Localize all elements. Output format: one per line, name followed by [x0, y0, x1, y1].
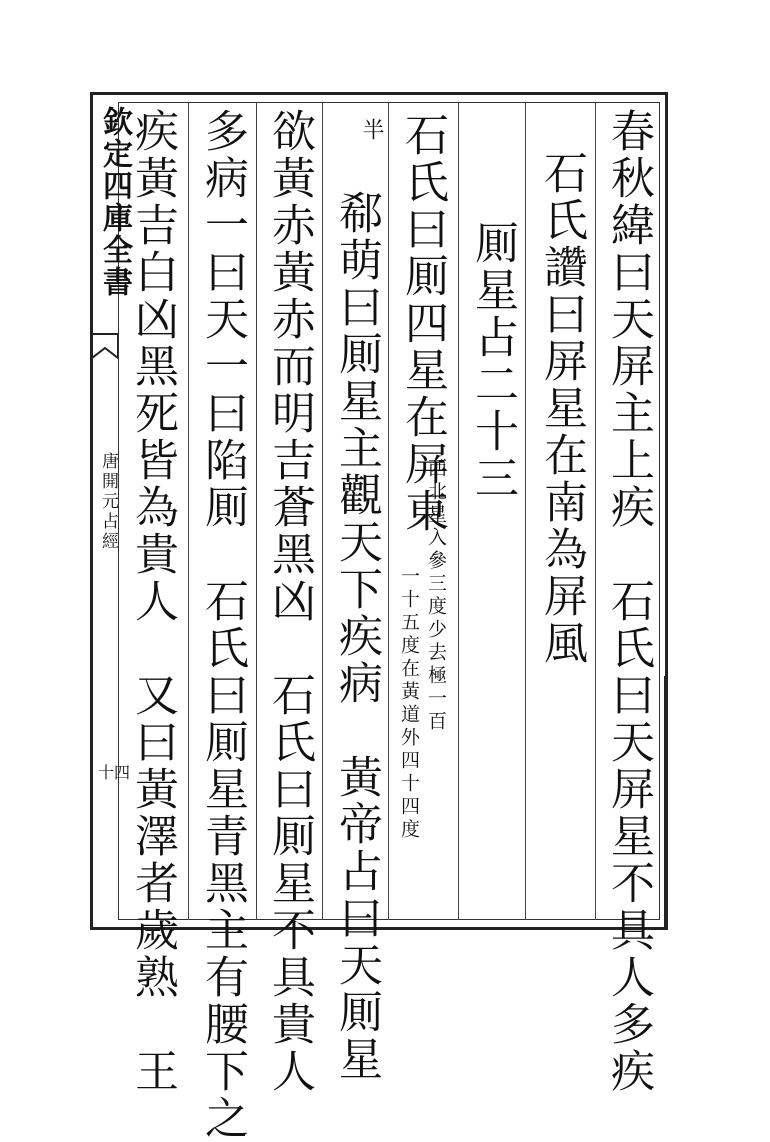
annotation-small-1: 西北星入參三度少去極一百	[425, 458, 447, 734]
text-column-4: 石氏曰厠四星在屏東	[397, 112, 448, 535]
column-divider	[595, 102, 596, 920]
text-column-1: 春秋緯曰天屏主上疾 石氏曰天屏星不具人多疾	[603, 108, 654, 1095]
text-column-7: 多病一曰天一曰陷厠 石氏曰厠星青黑主有腰下之	[197, 108, 248, 1142]
column-divider	[525, 102, 526, 920]
margin-book-title: 唐開元占經	[98, 452, 118, 552]
column-divider	[322, 102, 323, 920]
column-divider	[256, 102, 257, 920]
column-divider	[188, 102, 189, 920]
border-accent	[664, 676, 668, 930]
margin-page-number: 十四	[98, 763, 131, 782]
annotation-small-2: 一十五度在黃道外四十四度	[398, 566, 420, 842]
text-column-6: 欲黃赤黃赤而明吉蒼黑凶 石氏曰厠星不具貴人	[264, 108, 315, 1095]
text-column-5: 郗萌曰厠星主觀天下疾病 黃帝占曰天厠星	[331, 190, 382, 1083]
text-column-2: 石氏讚曰屏星在南為屏風	[536, 150, 587, 667]
margin-series-title: 欽定四庫全書	[97, 106, 132, 298]
column-divider	[388, 102, 389, 920]
column-divider	[458, 102, 459, 920]
fishtail-mark	[92, 330, 118, 362]
annotation-half: 半	[359, 118, 384, 144]
text-column-8: 疾黃吉白凶黑死皆為貴人 又曰黃澤者歲熟 王	[127, 108, 178, 1095]
text-column-3: 厠星占二十三	[467, 220, 518, 502]
